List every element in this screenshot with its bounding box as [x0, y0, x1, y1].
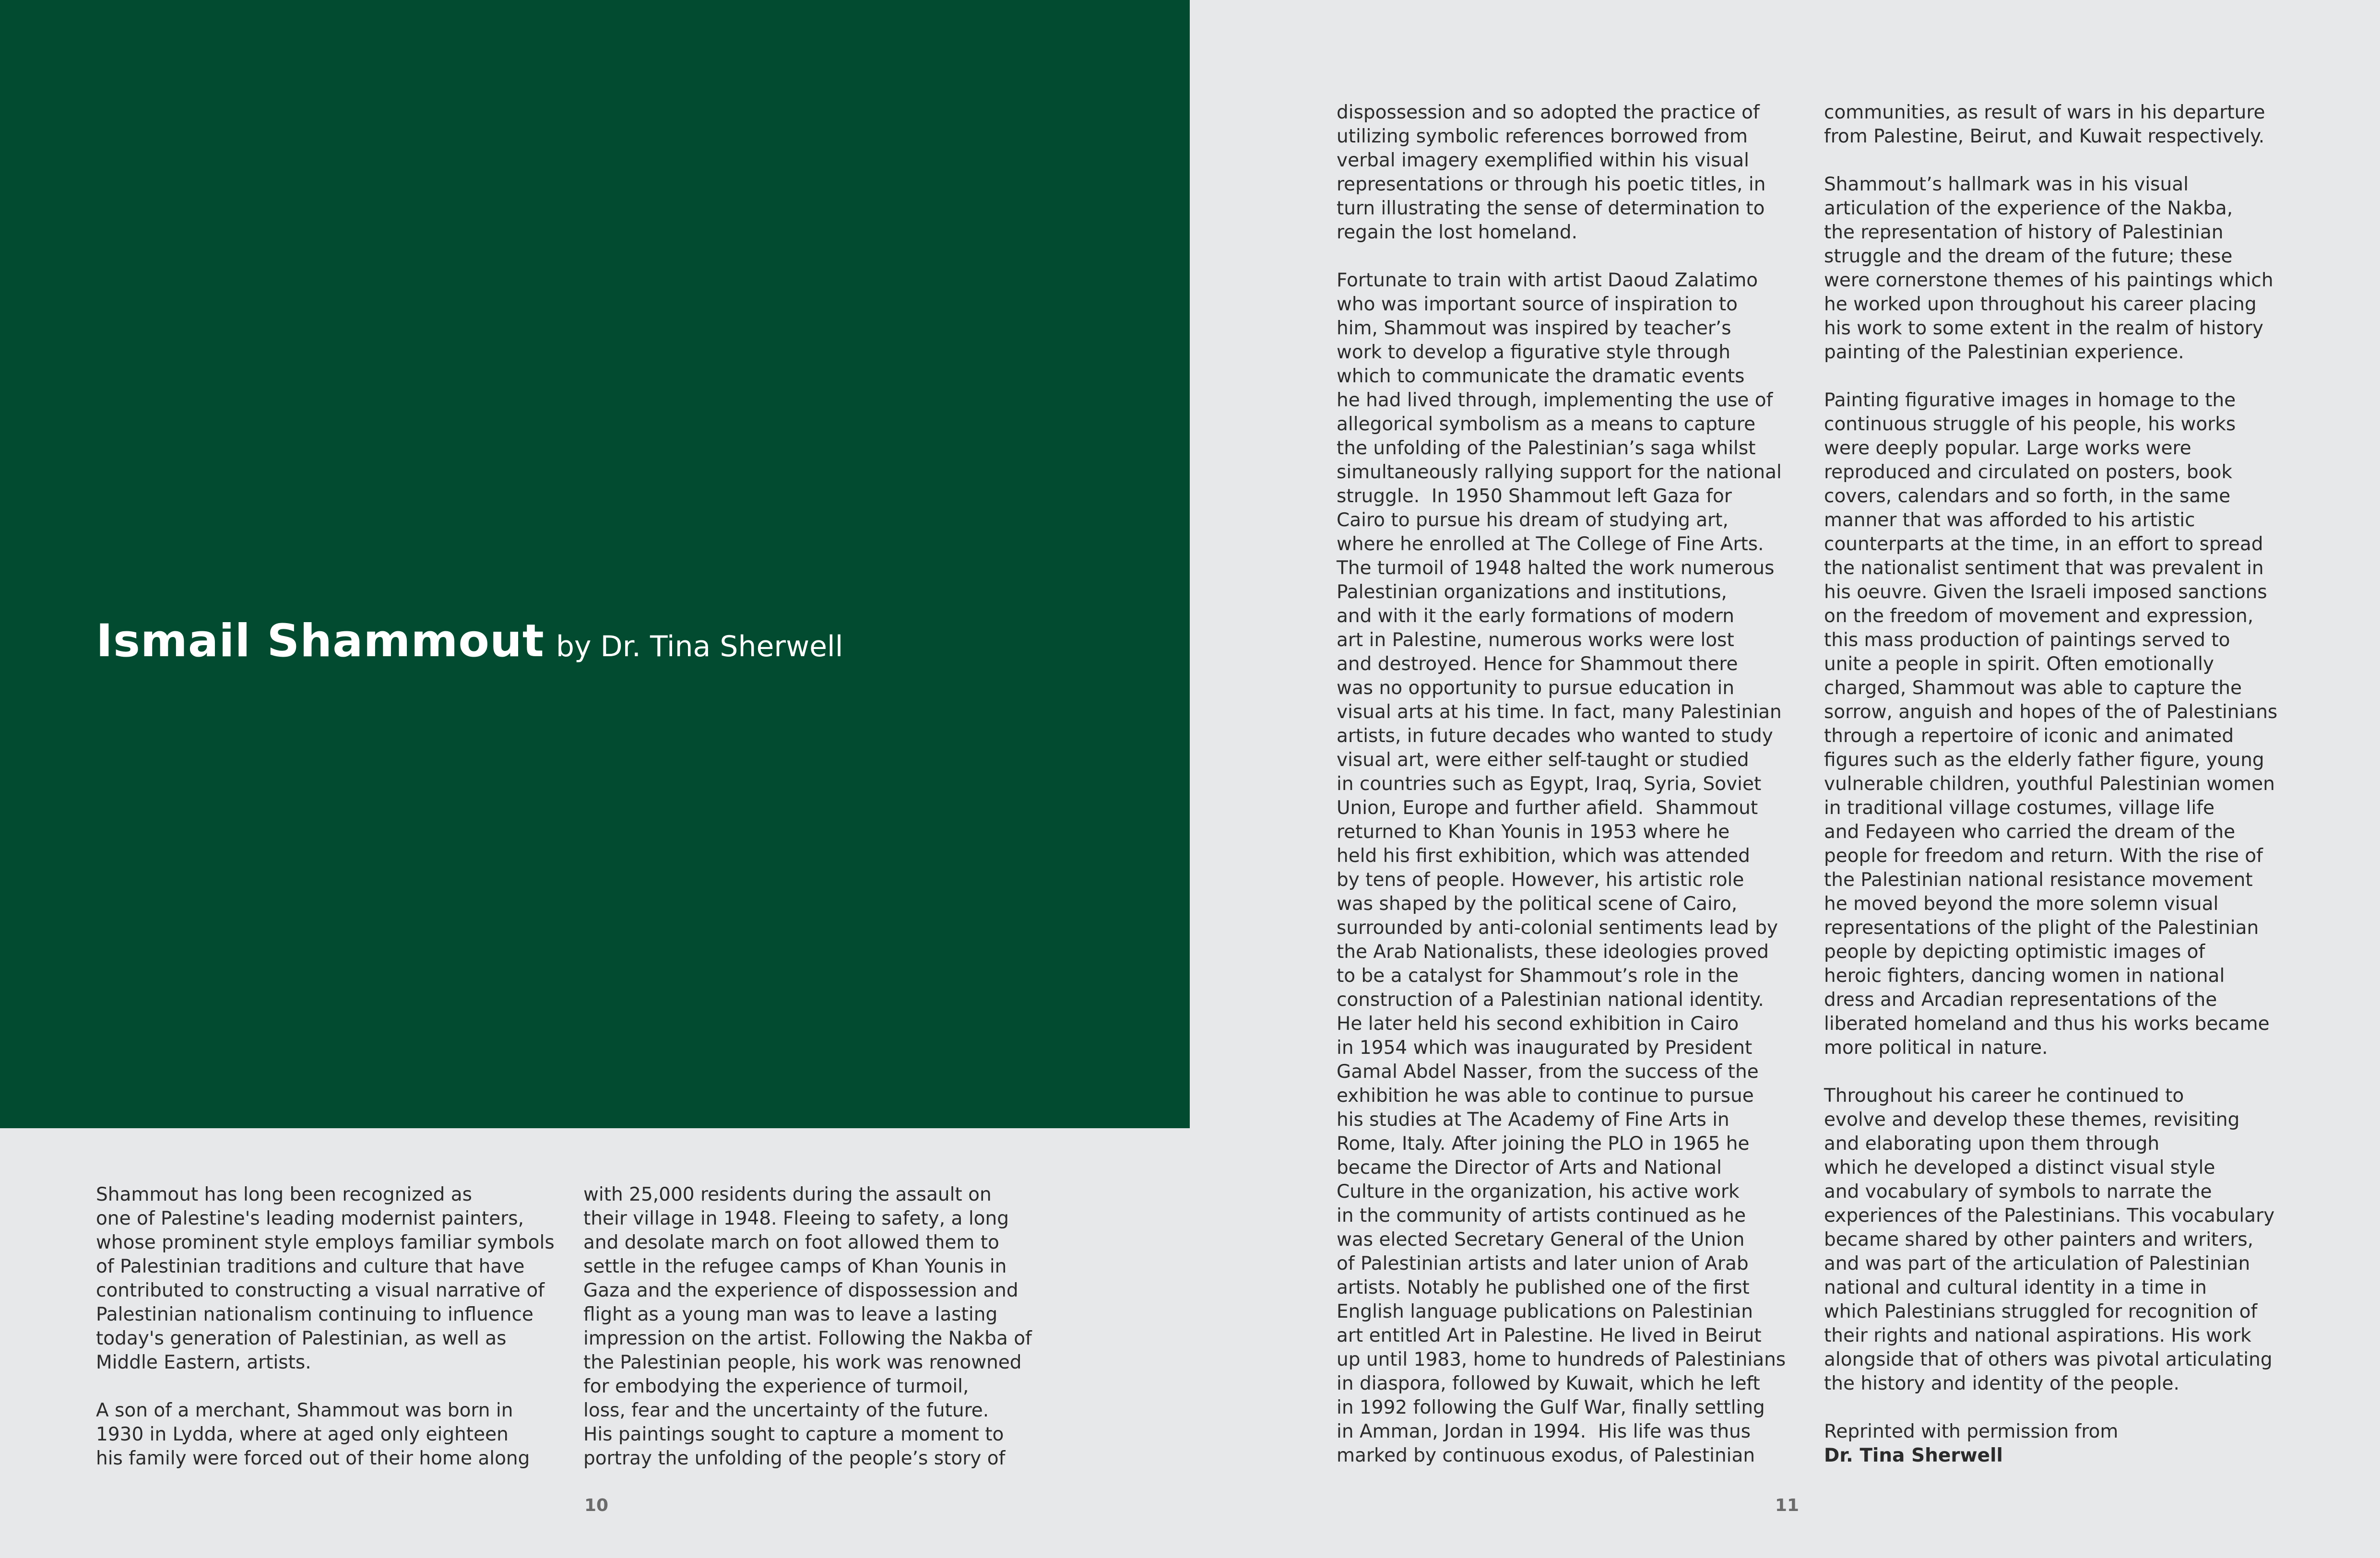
text-column-4 [1824, 101, 2277, 1468]
paragraph: A son of a merchant, Shammout was born in 1930 in Lydda, where at aged only eighteen his family were forced out of their home along [96, 1400, 530, 1469]
page-number-left: 10 [584, 1496, 609, 1515]
paragraph: communities, as result of wars in his departure from Palestine, Beirut, and Kuwait respectively. [1824, 102, 2265, 147]
paragraph: Shammout’s hallmark was in his visual articulation of the experience of the Nakba, the representation of history of Palestinian struggle and the dream of the future; these were cornerstone themes of his paintings which he worked upon throughout his career placing his work to some extent in the realm of history painting of the Palestinian experience. [1824, 174, 2273, 363]
credit-line [1824, 1420, 2277, 1468]
article-title [96, 615, 843, 667]
hero-green-panel [0, 0, 1190, 1128]
paragraph: with 25,000 residents during the assault on their village in 1948. Fleeing to safety, a long and desolate march on foot allowed them to settle in the refugee camps of Khan Younis in Gaza and the experience of dispossession and flight as a young man was to leave a lasting impression on the artist. Following the Nakba of the Palestinian people, his work was renowned for embodying the experience of turmoil, loss, fear and the uncertainty of the future. His paintings sought to capture a moment to portray the unfolding of the people’s story of [583, 1184, 1032, 1469]
paragraph: Fortunate to train with artist Daoud Zalatimo who was important source of inspiration to him, Shammout was inspired by teacher’s work to develop a figurative style through which to communicate the dramatic events he had lived through, implementing the use of allegorical symbolism as a means to capture the unfolding of the Palestinian’s saga whilst simultaneously rallying support for the national struggle. In 1950 Shammout left Gaza for Cairo to pursue his dream of studying art, where he enrolled at The College of Fine Arts. The turmoil of 1948 halted the work numerous Palestinian organizations and institutions, and with it the early formations of modern art in Palestine, numerous works were lost and destroyed. Hence for Shammout there was no opportunity to pursue education in visual arts at his time. In fact, many Palestinian artists, in future decades who wanted to study visual art, were either self-taught or studied in countries such as Egypt, Iraq, Syria, Soviet Union, Europe and further afield. Shammout returned to Khan Younis in 1953 where he held his first exhibition, which was attended by tens of people. However, his artistic role was shaped by the political scene of Cairo, surrounded by anti-colonial sentiments lead by the Arab Nationalists, these ideologies proved to be a catalyst for Shammout’s role in the construction of a Palestinian national identity. He later held his second exhibition in Cairo in 1954 which was inaugurated by President Gamal Abdel Nasser, from the success of the exhibition he was able to continue to pursue his studies at The Academy of Fine Arts in Rome, Italy. After joining the PLO in 1965 he became the Director of Arts and National Culture in the organization, his active work in the community of artists continued as he was elected Secretary General of the Union of Palestinian artists and later union of Arab artists. Notably he published one of the first English language publications on Palestinian art entitled Art in Palestine. He lived in Beirut up until 1983, home to hundreds of Palestinians in diaspora, followed by Kuwait, which he left in 1992 following the Gulf War, finally settling in Amman, Jordan in 1994. His life was thus marked by continuous exodus, of Palestinian [1337, 270, 1786, 1466]
paragraph: Painting figurative images in homage to the continuous struggle of his people, his works were deeply popular. Large works were reproduced and circulated on posters, book covers, calendars and so forth, in the same manner that was afforded to his artistic counterparts at the time, in an effort to spread the nationalist sentiment that was prevalent in his oeuvre. Given the Israeli imposed sanctions on the freedom of movement and expression, this mass production of paintings served to unite a people in spirit. Often emotionally charged, Shammout was able to capture the sorrow, anguish and hopes of the of Palestinians through a repertoire of iconic and animated figures such as the elderly father figure, young vulnerable children, youthful Palestinian women in traditional village costumes, village life and Fedayeen who carried the dream of the people for freedom and return. With the rise of the Palestinian national resistance movement he moved beyond the more solemn visual representations of the plight of the Palestinian people by depicting optimistic images of heroic fighters, dancing women in national dress and Arcadian representations of the liberated homeland and thus his works became more political in nature. [1824, 390, 2278, 1059]
title-byline: by Dr. Tina Sherwell [556, 630, 843, 663]
credit-author-name: Dr. Tina Sherwell [1824, 1445, 2003, 1466]
text-column-3 [1337, 101, 1786, 1468]
text-column-2 [583, 1183, 1032, 1471]
paragraph: Throughout his career he continued to evolve and develop these themes, revisiting and elaborating upon them through which he developed a distinct visual style and vocabulary of symbols to narrate the experiences of the Palestinians. This vocabulary became shared by other painters and writers, and was part of the articulation of Palestinian national and cultural identity in a time in which Palestinians struggled for recognition of their rights and national aspirations. His work alongside that of others was pivotal articulating the history and identity of the people. [1824, 1085, 2275, 1394]
page-number-right: 11 [1775, 1496, 1800, 1515]
paragraph: dispossession and so adopted the practice of utilizing symbolic references borrowed from verbal imagery exemplified within his visual representations or through his poetic titles, in turn illustrating the sense of determination to regain the lost homeland. [1337, 102, 1766, 243]
paragraph: Shammout has long been recognized as one of Palestine's leading modernist painters, whose prominent style employs familiar symbols of Palestinian traditions and culture that have contributed to constructing a visual narrative of Palestinian nationalism continuing to influence today's generation of Palestinian, as well as Middle Eastern, artists. [96, 1184, 555, 1373]
credit-text: Reprinted with permission from [1824, 1421, 2119, 1442]
title-artist-name: Ismail Shammout [96, 615, 545, 667]
text-column-1 [96, 1183, 555, 1471]
